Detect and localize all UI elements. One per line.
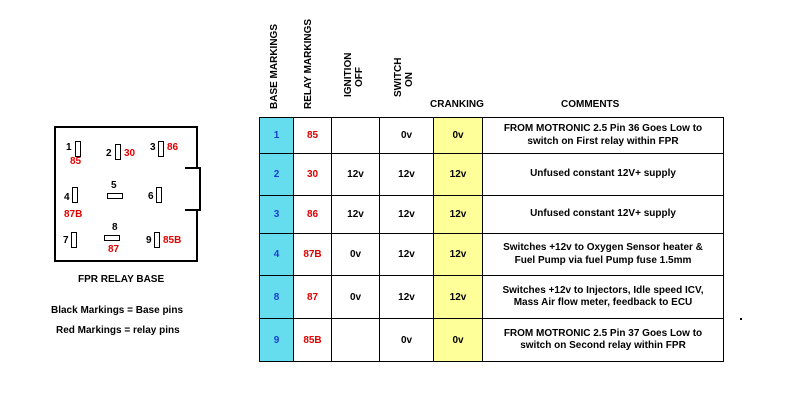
cell-comment bbox=[483, 319, 724, 362]
cell-switch-on: 0v bbox=[380, 118, 434, 154]
base-pin-label-3: 3 bbox=[150, 142, 156, 153]
cell-comment bbox=[483, 196, 724, 234]
comment-line: switch on First relay within FPR bbox=[527, 135, 679, 147]
cell-relay-marking: 85 bbox=[294, 118, 332, 154]
table-row bbox=[260, 319, 724, 362]
cell-relay-marking: 85B bbox=[294, 319, 332, 362]
cell-switch-on: 12v bbox=[380, 234, 434, 276]
pin-voltage-table bbox=[259, 117, 724, 362]
pin-slot-5 bbox=[107, 193, 123, 199]
relay-base-title: FPR RELAY BASE bbox=[78, 274, 165, 285]
cell-relay-marking: 87B bbox=[294, 234, 332, 276]
header-switch-on-line2: ON bbox=[403, 72, 415, 87]
table-row bbox=[260, 196, 724, 234]
cell-cranking: 12v bbox=[434, 196, 483, 234]
comment-line: Switches +12v to Oxygen Sensor heater & bbox=[503, 242, 703, 253]
pin-slot-6 bbox=[156, 187, 162, 203]
table-row bbox=[260, 118, 724, 154]
cell-ignition-off: 12v bbox=[332, 154, 380, 196]
pin-slot-1 bbox=[75, 141, 81, 157]
header-switch-on bbox=[394, 58, 415, 97]
legend-red-markings: Red Markings = relay pins bbox=[56, 325, 180, 336]
relay-pin-label-87b: 87B bbox=[64, 209, 83, 220]
header-comments: COMMENTS bbox=[561, 99, 620, 110]
header-cranking: CRANKING bbox=[430, 99, 484, 110]
stray-dot bbox=[740, 318, 742, 320]
cell-base-marking: 1 bbox=[260, 118, 294, 154]
comment-line: Switches +12v to Injectors, Idle speed ICV, bbox=[502, 284, 704, 296]
pin-slot-9 bbox=[154, 232, 160, 248]
base-pin-label-7: 7 bbox=[63, 235, 69, 246]
cell-comment bbox=[483, 154, 724, 196]
cell-relay-marking: 30 bbox=[294, 154, 332, 196]
comment-line: Mass Air flow meter, feedback to ECU bbox=[513, 297, 693, 308]
base-pin-label-8: 8 bbox=[112, 222, 118, 233]
cell-cranking: 0v bbox=[434, 319, 483, 362]
header-ignition-off bbox=[344, 53, 365, 97]
base-pin-label-6: 6 bbox=[148, 191, 154, 202]
cell-cranking: 12v bbox=[434, 276, 483, 319]
base-pin-label-4: 4 bbox=[64, 192, 70, 203]
cell-switch-on: 12v bbox=[380, 196, 434, 234]
cell-comment bbox=[483, 234, 724, 276]
cell-ignition-off bbox=[332, 118, 380, 154]
relay-pin-label-85: 85 bbox=[70, 156, 82, 167]
header-ignition-off-line1: IGNITION bbox=[343, 52, 354, 97]
cell-base-marking: 9 bbox=[260, 319, 294, 362]
base-pin-label-1: 1 bbox=[66, 142, 72, 153]
comment-line: switch on Second relay within FPR bbox=[520, 340, 686, 351]
cell-switch-on: 12v bbox=[380, 276, 434, 319]
cell-comment bbox=[483, 276, 724, 319]
cell-base-marking: 2 bbox=[260, 154, 294, 196]
comment-line: FROM MOTRONIC 2.5 Pin 36 Goes Low to bbox=[503, 123, 703, 134]
relay-pin-label-87: 87 bbox=[108, 244, 120, 255]
pin-slot-8 bbox=[104, 235, 120, 241]
pin-slot-3 bbox=[158, 141, 164, 157]
cell-ignition-off: 0v bbox=[332, 276, 380, 319]
cell-comment bbox=[483, 118, 724, 154]
relay-pin-label-86: 86 bbox=[167, 142, 179, 153]
cell-base-marking: 8 bbox=[260, 276, 294, 319]
pin-slot-7 bbox=[71, 232, 77, 248]
cell-cranking: 12v bbox=[434, 154, 483, 196]
header-switch-on-line1: SWITCH bbox=[393, 57, 404, 97]
table-row bbox=[260, 154, 724, 196]
base-pin-label-2: 2 bbox=[106, 148, 112, 159]
comment-line: Unfused constant 12V+ supply bbox=[530, 168, 676, 180]
comment-line: FROM MOTRONIC 2.5 Pin 37 Goes Low to bbox=[503, 327, 703, 339]
cell-ignition-off: 12v bbox=[332, 196, 380, 234]
comment-line: Fuel Pump via fuel Pump fuse 1.5mm bbox=[514, 254, 692, 266]
cell-relay-marking: 87 bbox=[294, 276, 332, 319]
cell-cranking: 0v bbox=[434, 118, 483, 154]
table-row bbox=[260, 234, 724, 276]
relay-pin-label-30: 30 bbox=[124, 148, 136, 159]
cell-cranking: 12v bbox=[434, 234, 483, 276]
header-ignition-off-line2: OFF bbox=[353, 67, 365, 87]
legend-black-markings: Black Markings = Base pins bbox=[51, 305, 184, 316]
table-row bbox=[260, 276, 724, 319]
relay-pin-label-85b: 85B bbox=[163, 235, 182, 246]
header-relay-markings: RELAY MARKINGS bbox=[303, 18, 314, 109]
cell-relay-marking: 86 bbox=[294, 196, 332, 234]
comment-line: Unfused constant 12V+ supply bbox=[530, 208, 676, 220]
cell-base-marking: 3 bbox=[260, 196, 294, 234]
pin-slot-2 bbox=[115, 144, 121, 160]
pin-slot-4 bbox=[72, 187, 78, 203]
cell-ignition-off: 0v bbox=[332, 234, 380, 276]
base-pin-label-5: 5 bbox=[111, 180, 117, 191]
relay-base-notch bbox=[185, 167, 201, 211]
header-base-markings: BASE MARKINGS bbox=[269, 23, 280, 109]
cell-switch-on: 0v bbox=[380, 319, 434, 362]
cell-ignition-off bbox=[332, 319, 380, 362]
cell-base-marking: 4 bbox=[260, 234, 294, 276]
cell-switch-on: 12v bbox=[380, 154, 434, 196]
base-pin-label-9: 9 bbox=[146, 235, 152, 246]
